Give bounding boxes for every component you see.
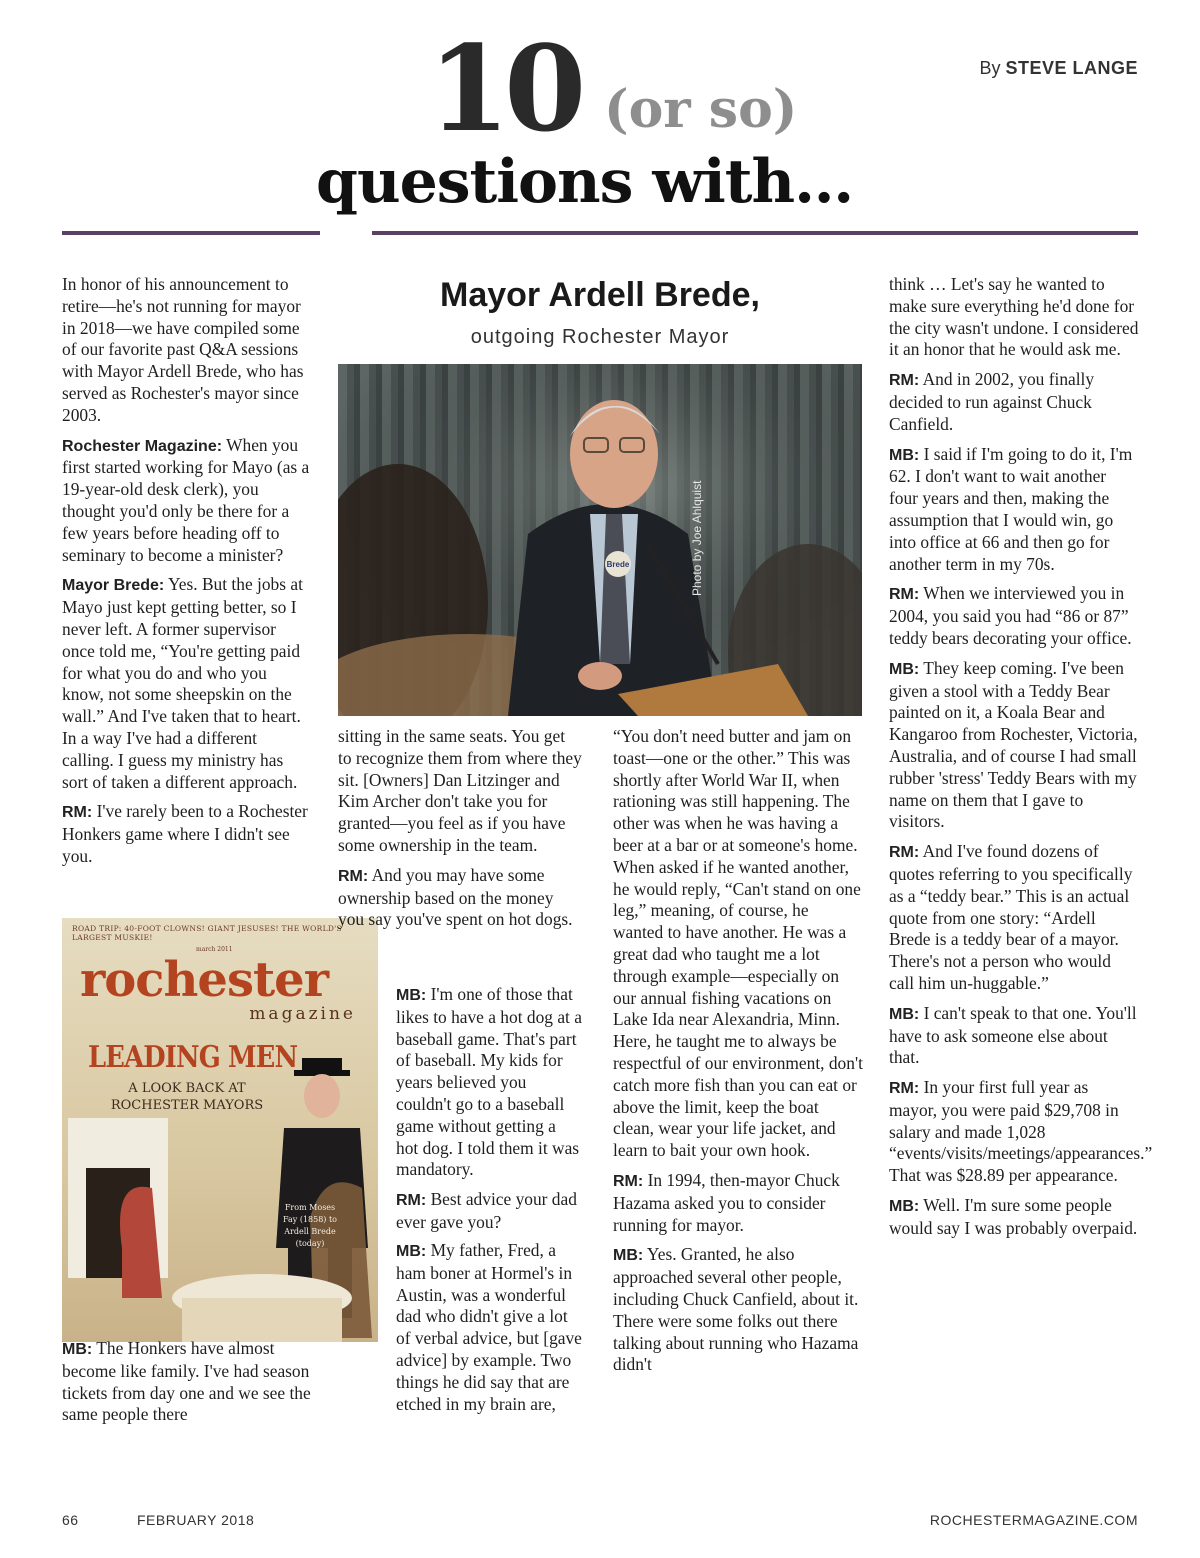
speaker-label: MB:	[889, 660, 920, 678]
cover-masthead: rochester	[80, 952, 328, 1008]
qa-paragraph	[62, 574, 312, 793]
column-2	[338, 726, 582, 939]
speaker-label: MB:	[396, 987, 427, 1004]
byline-author: STEVE LANGE	[1005, 58, 1138, 78]
mayor-photo-illustration	[338, 364, 862, 716]
magazine-cover-image	[62, 918, 378, 1342]
byline	[979, 58, 1138, 79]
continued-paragraph: sitting in the same seats. You get to recognize them from where they sit. [Owners] Dan Litzinger and Kim Archer don't take you for granted—you feel as if you have some ownership in the team.	[338, 726, 582, 855]
speaker-label: RM:	[889, 1080, 920, 1098]
speaker-label: MB:	[889, 1198, 920, 1216]
qa-text: The Honkers have almost become like family. I've had season tickets from day one and we see the same people there	[62, 1338, 311, 1425]
continued-paragraph: “You don't need butter and jam on toast—one or the other.” This was shortly after World War II, when rationing was still happening. The other was when he was having a beer at a bar or at someone's home. When asked if he wanted another, he would reply, “Can't stand on one leg,” meaning, of course, he wanted to have another. He was a great dad who taught me a lot through example—especially on our annual fishing vacations on Lake Ida near Alexandria, Minn. Here, he taught me to always be respectful of our environment, don't catch more fish than you can eat or above the limit, keep the boat clean, wear your life jacket, and learn to bait your own hook.	[613, 726, 863, 1161]
qa-text: I've rarely been to a Rochester Honkers game where I didn't see you.	[62, 801, 308, 866]
qa-text: When we interviewed you in 2004, you said you had “86 or 87” teddy bears decorating your office.	[889, 583, 1132, 648]
qa-text: Best advice your dad ever gave you?	[396, 1189, 577, 1232]
speaker-label: MB:	[396, 1243, 427, 1260]
qa-paragraph	[889, 583, 1139, 649]
qa-text: Yes. But the jobs at Mayo just kept getting better, so I never left. A former supervisor once told me, “You're getting paid for what you do and who you know, not some sheepskin on the wall.” And I've taken that to heart. In a way I've had a different calling. I guess my ministry has sort of taken a different approach.	[62, 574, 303, 792]
cover-headline: LEADING MEN	[88, 1040, 298, 1075]
subject-subtitle: outgoing Rochester Mayor	[470, 326, 730, 348]
column-3	[613, 726, 863, 1384]
qa-text: My father, Fred, a ham boner at Hormel's in Austin, was a wonderful dad who didn't give a lot of verbal advice, but [gave advice] by example. Two things he did say that are etched in my brain are,	[396, 1240, 582, 1414]
qa-paragraph	[889, 369, 1139, 435]
qa-text: When you first started working for Mayo (as a 19-year-old desk clerk), you thought you'd only be there for a few years before heading off to seminary to become a minister?	[62, 434, 310, 565]
qa-text: I can't speak to that one. You'll have to ask someone else about that.	[889, 1002, 1137, 1068]
page-number: 66	[62, 1512, 79, 1528]
qa-text: They keep coming. I've been given a stool with a Teddy Bear painted on it, a Koala Bear and Kangaroo from Rochester, Victoria, Australia, and of course I had small rubber 'stress' Teddy Bears with my name on them that I gave to visitors.	[889, 657, 1138, 832]
speaker-label: MB:	[889, 446, 920, 464]
issue-date: FEBRUARY 2018	[137, 1512, 255, 1528]
qa-paragraph	[889, 841, 1139, 995]
speaker-label: MB:	[62, 1341, 93, 1358]
mayor-photo	[338, 364, 862, 716]
speaker-label: RM:	[889, 586, 920, 604]
speaker-label: Rochester Magazine:	[62, 437, 223, 455]
title-number: 10	[428, 19, 581, 158]
speaker-label: MB:	[889, 1005, 920, 1023]
qa-paragraph	[62, 801, 312, 867]
column-2-inset	[396, 984, 582, 1242]
qa-paragraph	[889, 1195, 1139, 1240]
cover-date: march 2011	[196, 946, 233, 953]
qa-text: Yes. Granted, he also approached several other people, including Chuck Canfield, about it. There were some folks out there talking about running who Hazama didn't	[613, 1244, 859, 1375]
cover-subhead-line1: A LOOK BACK AT	[128, 1081, 246, 1096]
intro-paragraph: In honor of his announcement to retire—he's not running for mayor in 2018—we have compiled some of our favorite past Q&A sessions with Mayor Ardell Brede, who has served as Rochester's mayor since 2003.	[62, 274, 304, 425]
title-rule-left	[62, 231, 320, 235]
qa-text: Well. I'm sure some people would say I was probably overpaid.	[889, 1195, 1138, 1238]
qa-paragraph	[338, 865, 582, 931]
speaker-label: RM:	[62, 804, 93, 822]
badge-text: Brede	[606, 560, 630, 569]
speaker-label: MB:	[613, 1247, 644, 1265]
cover-tagline: ROAD TRIP: 40-FOOT CLOWNS! GIANT JESUSES! THE WORLD'S LARGEST MUSKIE!	[72, 924, 342, 942]
qa-paragraph	[613, 1244, 863, 1376]
qa-paragraph	[62, 1338, 312, 1426]
qa-paragraph	[889, 1077, 1153, 1187]
column-1-bottom	[62, 1338, 312, 1434]
qa-paragraph	[62, 435, 312, 567]
title-questions-with: questions with…	[316, 147, 854, 217]
column-4	[889, 274, 1153, 1248]
qa-paragraph	[613, 1170, 863, 1236]
qa-paragraph	[889, 1003, 1139, 1069]
qa-text: In 1994, then-mayor Chuck Hazama asked you to consider running for mayor.	[613, 1169, 840, 1235]
cover-magazine-word: magazine	[249, 1004, 356, 1024]
website-footer: ROCHESTERMAGAZINE.COM	[929, 1512, 1138, 1528]
column-1	[62, 274, 312, 876]
speaker-label: RM:	[396, 1192, 427, 1210]
title-rule-right	[372, 231, 1138, 235]
qa-text: And you may have some ownership based on the money you say you've spent on hot dogs.	[338, 864, 573, 930]
qa-paragraph	[396, 984, 582, 1181]
cover-subhead-line2: ROCHESTER MAYORS	[110, 1098, 264, 1113]
speaker-label: RM:	[889, 372, 920, 390]
speaker-label: RM:	[338, 867, 369, 885]
qa-paragraph	[396, 1189, 582, 1234]
qa-text: And in 2002, you finally decided to run against Chuck Canfield.	[889, 369, 1095, 434]
speaker-label: RM:	[613, 1172, 644, 1190]
qa-text: And I've found dozens of quotes referring to you specifically as a “teddy bear.” This is an actual quote from one story: “Ardell Brede is a teddy bear of a mayor. There's not a person who would call him un-huggable.”	[889, 841, 1133, 993]
qa-paragraph	[889, 658, 1139, 833]
qa-text: I said if I'm going to do it, I'm 62. I don't want to wait another four years and then, making the assumption that I would win, go into office at 66 and then go for another term in my 70s.	[889, 443, 1133, 574]
continued-paragraph: think … Let's say he wanted to make sure everything he'd done for the city wasn't undone. I considered it an honor that he would ask me.	[889, 274, 1139, 360]
qa-paragraph	[889, 444, 1139, 576]
qa-text: I'm one of those that likes to have a hot dog at a baseball game. That's part of baseball. My kids for years believed you couldn't go to a baseball game without getting a hot dog. I told them it was mandatory.	[396, 984, 582, 1180]
photo-credit	[690, 552, 862, 596]
byline-prefix: By	[979, 58, 1001, 78]
cover-subhead	[102, 1080, 272, 1114]
column-2-bottom	[338, 1240, 582, 1423]
qa-text: In your first full year as mayor, you were paid $29,708 in salary and made 1,028 “events/visits/meetings/appearances.” That was $28.89 per appearance.	[889, 1077, 1153, 1186]
cover-from-text: From Moses Fay (1858) to Ardell Brede (today)	[282, 1203, 337, 1248]
qa-paragraph	[338, 1240, 582, 1415]
speaker-label: Mayor Brede:	[62, 577, 165, 595]
speaker-label: RM:	[889, 844, 920, 862]
title-paren: (or so)	[604, 79, 798, 140]
subject-name: Mayor Ardell Brede,	[440, 276, 760, 314]
